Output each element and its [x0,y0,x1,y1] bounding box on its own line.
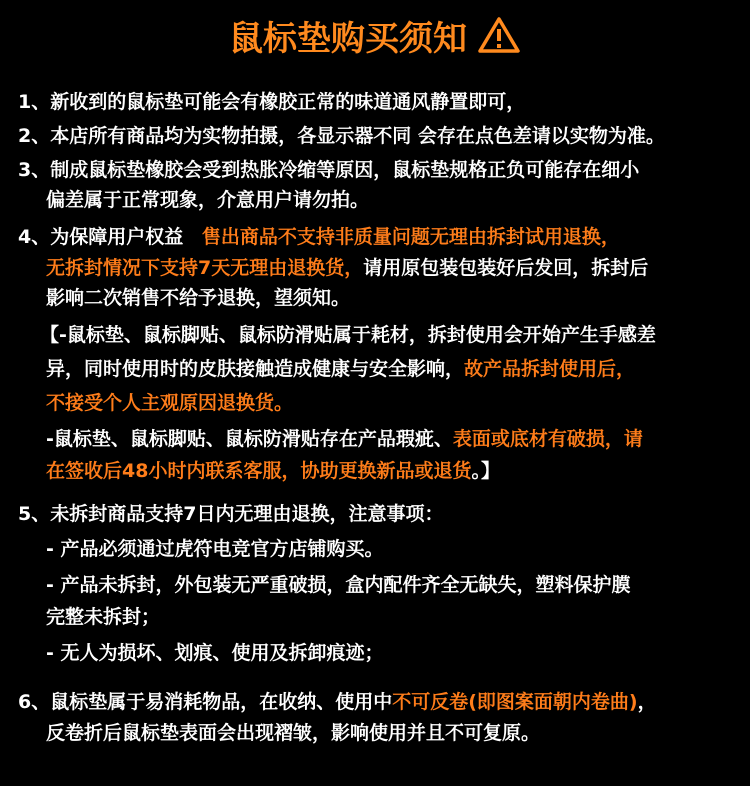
rule-5-item-3: - 无人为损坏、划痕、使用及拆卸痕迹； [46,642,384,664]
rule-4-prefix: 4、为保障用户权益 [18,226,184,248]
rule-4-note-highlight-2: 不接受个人主观原因退换货。 [46,392,294,414]
rule-4-note-line-3 [46,390,293,416]
rule-4-note-line-2 [46,356,635,382]
rule-6-comma: ， [637,691,657,713]
rule-5-item-2: - 产品未拆封，外包装无严重破损，盒内配件齐全无缺失，塑料保护膜 [46,574,631,596]
rule-4-defect-text: -鼠标垫、鼠标脚贴、鼠标防滑贴存在产品瑕疵、 [46,428,453,450]
rule-6-highlight: 不可反卷(即图案面朝内卷曲) [392,691,638,713]
title-text: 鼠标垫购买须知 [229,19,467,59]
rule-6-text: 6、鼠标垫属于易消耗物品，在收纳、使用中 [18,691,393,713]
rule-4-line-2 [46,255,648,281]
rule-5-item-1: - 产品必须通过虎符电竞官方店铺购买。 [46,538,384,560]
rule-4-highlight-1: 售出商品不支持非质量问题无理由拆封试用退换， [201,226,620,248]
rule-1: 1、新收到的鼠标垫可能会有橡胶正常的味道通风静置即可， [18,91,526,113]
rule-3-line-1: 3、制成鼠标垫橡胶会受到热胀冷缩等原因，鼠标垫规格正负可能存在细小 [18,159,640,181]
rule-4-note-text: 异，同时使用时的皮肤接触造成健康与安全影响， [46,358,465,380]
rule-4-defect-line-1 [46,426,643,452]
rule-4-line-3: 影响二次销售不给予退换，望须知。 [46,287,351,309]
rule-4-defect-highlight-2: 在签收后48小时内联系客服，协助更换新品或退货 [46,460,472,482]
rule-5-item-2-cont: 完整未拆封； [46,606,161,628]
rule-4-text-2: 请用原包装包装好后发回，拆封后 [363,257,649,279]
rule-4-note-highlight: 故产品拆封使用后， [464,358,636,380]
rule-4-note-line-1: 【-鼠标垫、鼠标脚贴、鼠标防滑贴属于耗材，拆封使用会开始产生手感差 [40,324,656,346]
notice-title [0,14,750,64]
rule-4-defect-line-2 [46,458,500,484]
rule-6-line-1 [18,689,657,715]
rule-6-line-2: 反卷折后鼠标垫表面会出现褶皱，影响使用并且不可复原。 [46,722,541,744]
rule-5: 5、未拆封商品支持7日内无理由退换，注意事项： [18,503,444,525]
warning-triangle-icon [477,16,521,54]
rule-4-highlight-2: 无拆封情况下支持7天无理由退换货， [46,257,364,279]
rule-4-defect-highlight: 表面或底材有破损，请 [452,428,643,450]
rule-3-line-2: 偏差属于正常现象，介意用户请勿拍。 [46,189,370,211]
rule-4-defect-end: 。】 [471,460,500,482]
rule-4-line-1 [18,224,620,250]
rule-2: 2、本店所有商品均为实物拍摄，各显示器不同 会存在点色差请以实物为准。 [18,125,665,147]
